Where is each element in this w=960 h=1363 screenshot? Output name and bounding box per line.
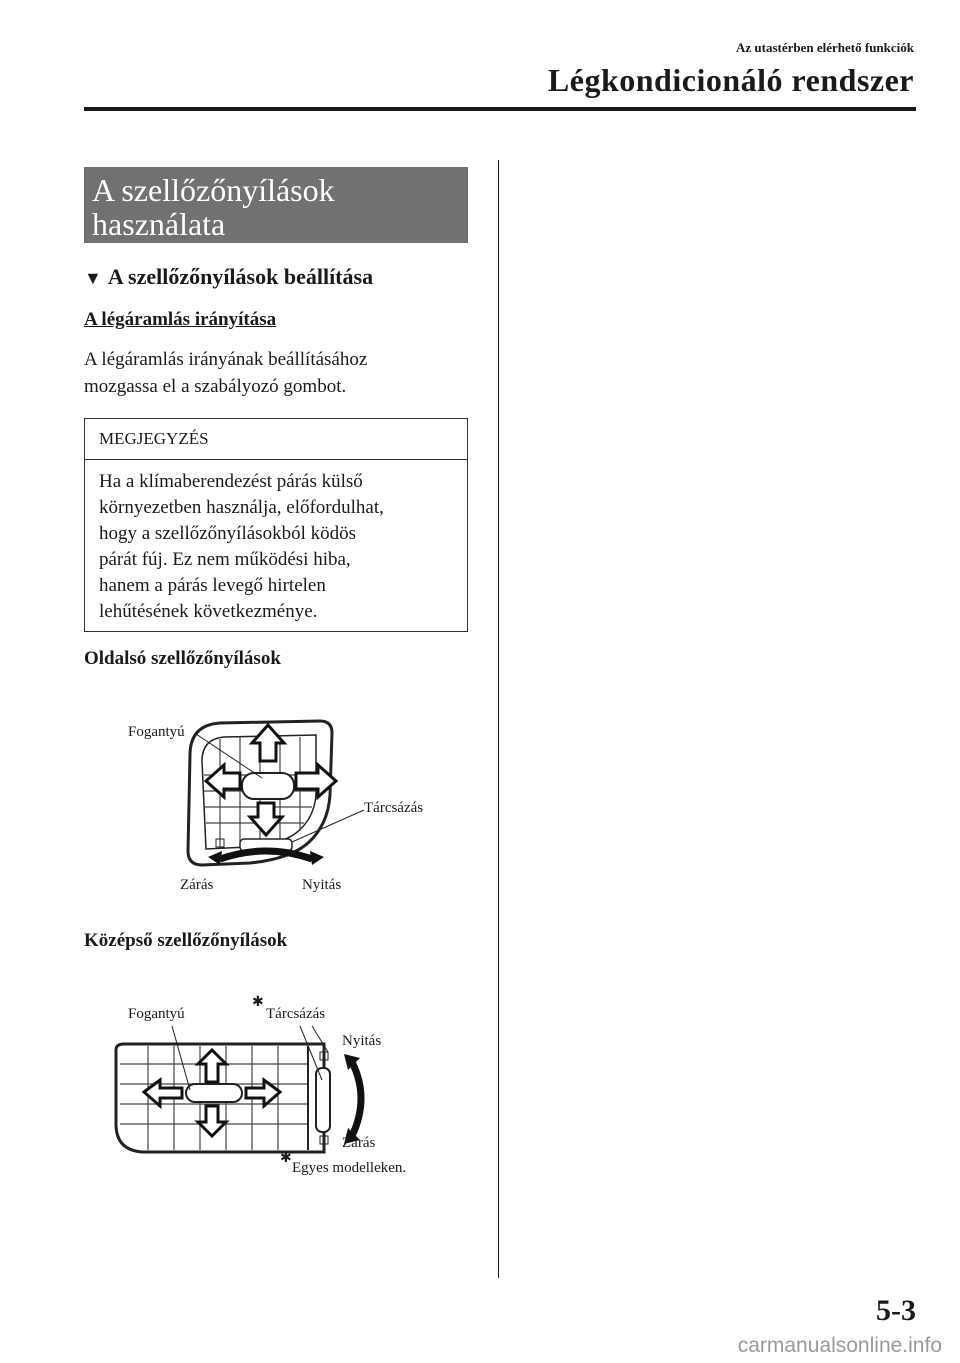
side-label-dial: Tárcsázás — [364, 800, 424, 816]
note-line: hogy a szellőzőnyílásokból ködös — [99, 523, 356, 544]
triangle-marker-icon: ▼ — [84, 268, 102, 288]
center-vents-heading: Középső szellőzőnyílások — [84, 930, 288, 951]
side-label-open: Nyitás — [302, 877, 342, 893]
note-line: környezetben használja, előfordulhat, — [99, 497, 384, 518]
watermark: carmanualsonline.info — [737, 1334, 942, 1357]
note-title: MEGJEGYZÉS — [99, 429, 209, 448]
underlined-heading: A légáramlás irányítása — [84, 309, 277, 330]
note-line: lehűtésének következménye. — [99, 601, 318, 622]
note-line: Ha a klímaberendezést párás külső — [99, 471, 363, 492]
center-label-handle: Fogantyú — [128, 1006, 185, 1022]
section-title-line1: A szellőzőnyílások — [92, 172, 335, 208]
note-line: hanem a párás levegő hirtelen — [99, 575, 326, 596]
page-title: Légkondicionáló rendszer — [547, 62, 914, 98]
chapter-title: Az utastérben elérhető funkciók — [735, 40, 914, 55]
paragraph-line: A légáramlás irányának beállításához — [84, 349, 368, 370]
subheading-text: A szellőzőnyílások beállítása — [107, 264, 374, 289]
note-line: párát fúj. Ez nem működési hiba, — [99, 549, 351, 570]
center-label-close: Zárás — [342, 1135, 376, 1151]
asterisk-icon: ✱ — [252, 995, 264, 1010]
column-divider — [498, 160, 499, 1278]
page-number: 5-3 — [876, 1294, 916, 1327]
asterisk-icon: ✱ — [280, 1151, 292, 1166]
center-label-dial: Tárcsázás — [266, 1006, 326, 1022]
side-label-handle: Fogantyú — [128, 724, 185, 740]
paragraph-line: mozgassa el a szabályozó gombot. — [84, 376, 347, 397]
side-vents-heading: Oldalsó szellőzőnyílások — [84, 648, 281, 669]
side-label-close: Zárás — [180, 877, 214, 893]
section-title-line2: használata — [92, 206, 226, 242]
center-footnote: Egyes modelleken. — [292, 1160, 407, 1176]
center-label-open: Nyitás — [342, 1033, 382, 1049]
